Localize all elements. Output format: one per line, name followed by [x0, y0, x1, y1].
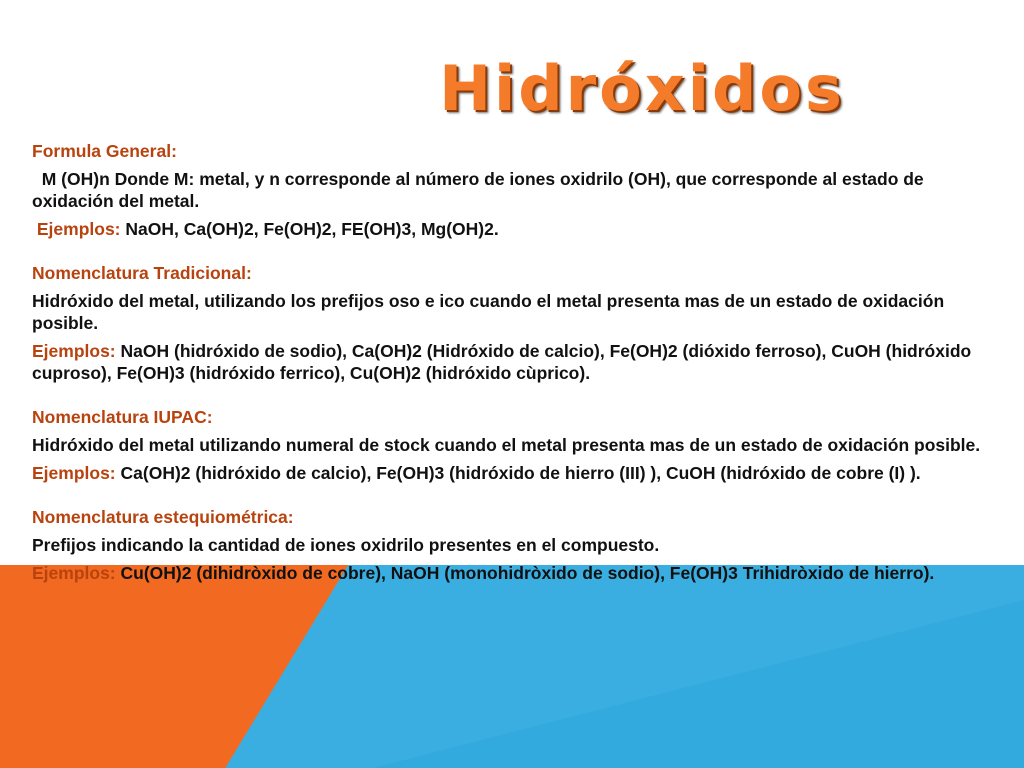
- slide-content: [32, 140, 997, 584]
- section-text-iupac: Hidróxido del metal utilizando numeral de stock cuando el metal presenta mas de un estado de oxidación posible.: [32, 435, 981, 455]
- section-text-tradicional: Hidróxido del metal, utilizando los prefijos oso e ico cuando el metal presenta mas de un estado de oxidación posible.: [32, 291, 945, 333]
- examples-label: Ejemplos:: [32, 341, 116, 361]
- section-text-formula: M (OH)n Donde M: metal, y n corresponde al número de iones oxidrilo (OH), que corresponde al estado de oxidación del metal.: [32, 169, 929, 211]
- examples-label: Ejemplos:: [32, 563, 116, 583]
- section-examples-tradicional: [32, 340, 997, 384]
- section-text-estequiometrica: Prefijos indicando la cantidad de iones oxidrilo presentes en el compuesto.: [32, 535, 660, 555]
- examples-label: Ejemplos:: [32, 219, 121, 239]
- section-examples-iupac: [32, 462, 997, 484]
- examples-label: Ejemplos:: [32, 463, 116, 483]
- slide-title: Hidróxidos: [439, 52, 845, 125]
- examples-text: NaOH (hidróxido de sodio), Ca(OH)2 (Hidróxido de calcio), Fe(OH)2 (dióxido ferroso), CuOH (hidróxido cuproso), Fe(OH)3 (hidróxido ferrico), Cu(OH)2 (hidróxido cùprico).: [32, 341, 977, 383]
- section-heading-formula: Formula General:: [32, 141, 177, 161]
- examples-text: Ca(OH)2 (hidróxido de calcio), Fe(OH)3 (hidróxido de hierro (III) ), CuOH (hidróxido de cobre (I) ).: [115, 463, 921, 483]
- section-examples-estequiometrica: [32, 562, 997, 584]
- section-heading-tradicional: Nomenclatura Tradicional:: [32, 263, 252, 283]
- section-heading-estequiometrica: Nomenclatura estequiométrica:: [32, 507, 294, 527]
- examples-text: NaOH, Ca(OH)2, Fe(OH)2, FE(OH)3, Mg(OH)2.: [120, 219, 499, 239]
- section-heading-iupac: Nomenclatura IUPAC:: [32, 407, 213, 427]
- section-examples-formula: [32, 218, 997, 240]
- examples-text: Cu(OH)2 (dihidròxido de cobre), NaOH (monohidròxido de sodio), Fe(OH)3 Trihidròxido de hierro).: [115, 563, 935, 583]
